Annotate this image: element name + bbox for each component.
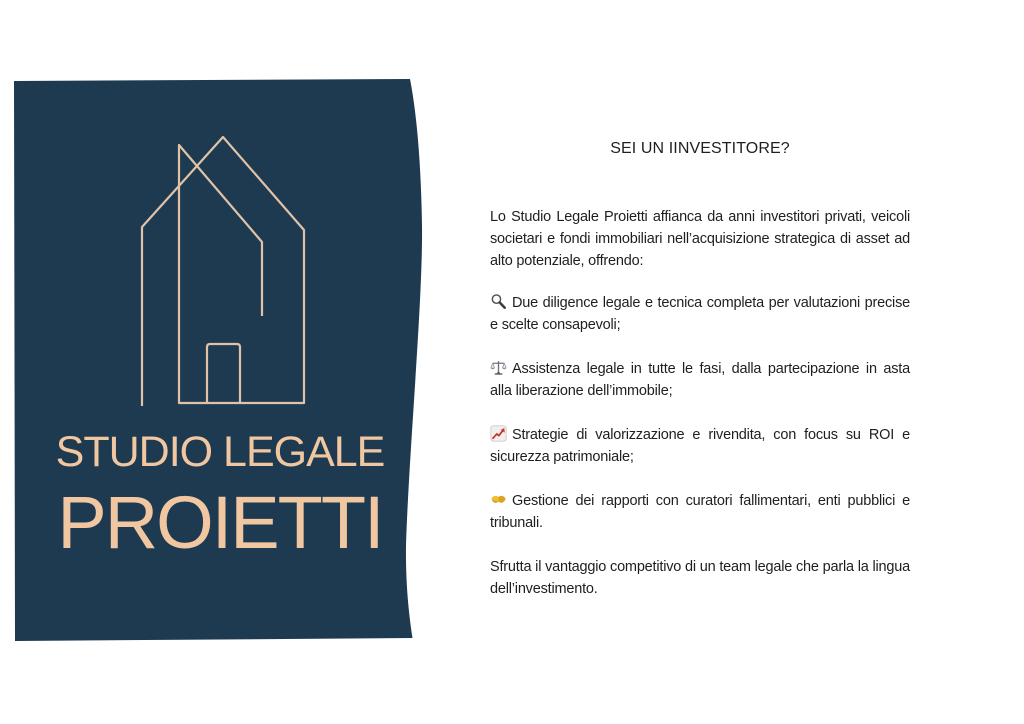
balance-scale-icon <box>490 359 507 376</box>
bullet-assistenza-legale <box>490 358 910 402</box>
closing-paragraph: Sfrutta il vantaggio competitivo di un team legale che parla la lingua dell’investimento. <box>490 559 910 597</box>
bullet-text: Due diligence legale e tecnica completa per valutazioni precise e scelte consapevoli; <box>490 295 910 333</box>
page-title: SEI UN IINVESTITORE? <box>610 140 790 157</box>
wordmark-proietti: PROIETTI <box>57 481 383 564</box>
bullet-text: Assistenza legale in tutte le fasi, dalla partecipazione in asta alla liberazione dell’immobile; <box>490 361 910 399</box>
intro-paragraph: Lo Studio Legale Proietti affianca da anni investitori privati, veicoli societari e fondi immobiliari nell’acquisizione strategica di asset ad alto potenziale, offrendo: <box>490 209 910 269</box>
handshake-icon <box>490 491 507 508</box>
bullet-text: Strategie di valorizzazione e rivendita, con focus su ROI e sicurezza patrimoniale; <box>490 427 910 465</box>
content-column <box>490 138 910 600</box>
bullet-text: Gestione dei rapporti con curatori fallimentari, enti pubblici e tribunali. <box>490 493 910 531</box>
bullet-gestione-rapporti <box>490 490 910 534</box>
bullet-strategie <box>490 424 910 468</box>
chart-increasing-icon <box>490 425 507 442</box>
wordmark-studio-legale: STUDIO LEGALE <box>55 428 385 476</box>
magnifying-glass-icon <box>490 293 507 310</box>
bullet-due-diligence <box>490 292 910 336</box>
